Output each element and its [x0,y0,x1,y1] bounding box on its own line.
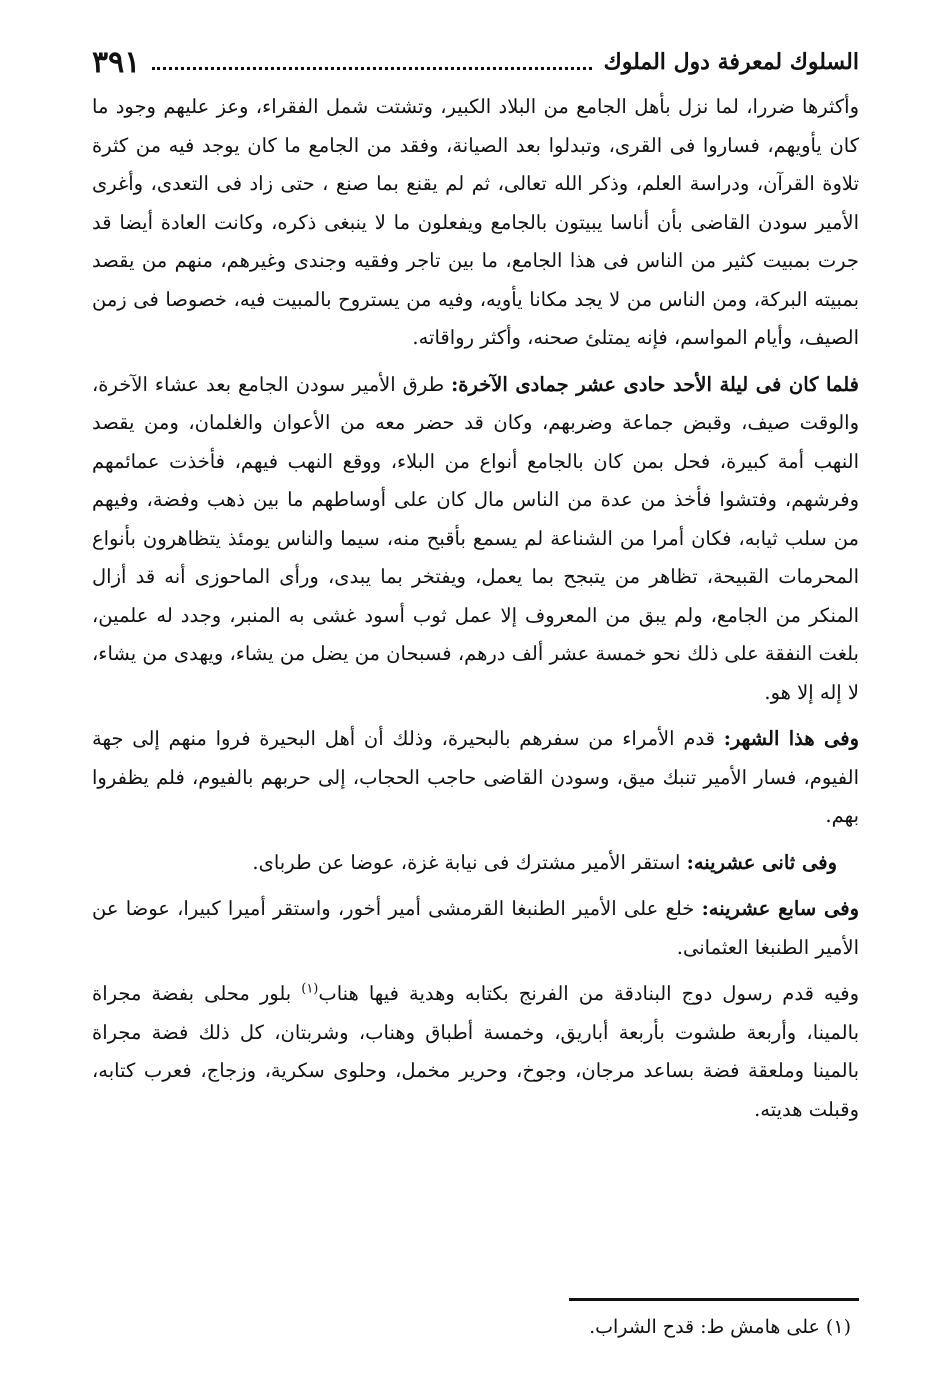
paragraph-lead: وفى هذا الشهر: [723,727,860,750]
paragraph-4 [92,844,859,883]
paragraph-text: وأكثرها ضررا، لما نزل بأهل الجامع من البلاد الكبير، وتشتت شمل الفقراء، وعز عليهم وجود ما كان يأويهم، فساروا فى القرى، وتبدلوا بعد الصيانة، وفقد من الجامع ما كان يوجد فيه من كثرة تلاوة القرآن، ودراسة العلم، وذكر الله تعالى، ثم لم يقنع بما صنع ، حتى زاد فى التعدى، وأغرى الأمير سودن القاضى بأن أناسا يبيتون بالجامع ويفعلون ما لا ينبغى ذكره، وكانت العادة أيضا قد جرت بمبيت كثير من الناس فى هذا الجامع، ما بين تاجر وفقيه وجندى وغيرهم، منهم من يقصد بمبيته البركة، ومن الناس من لا يجد مكانا يأويه، وفيه من يستروح بالمبيت فيه، خصوصا فى زمن الصيف، وأيام المواسم، فإنه يمتلئ صحنه، وأكثر رواقاته. [92,95,859,349]
paragraph-text: طرق الأمير سودن الجامع بعد عشاء الآخرة، والوقت صيف، وقبض جماعة وضربهم، وكان قد حضر معه من الأعوان والغلمان، ومن يقصد النهب أمة كبيرة، فحل بمن كان بالجامع أنواع من البلاء، ووقع النهب فيهم، فأخذت عمائمهم وفرشهم، وفتشوا فأخذ من عدة من الناس مال كان على أوساطهم ما بين ذهب وفضة، وفيهم من سلب ثيابه، فكان أمرا من الشناعة لم يسمع بأقبح منه، سيما والناس يومئذ يتظاهرون بأنواع المحرمات القبيحة، تظاهر من يتبجح بما يعمل، ويفتخر بما يبدى، ورأى الماحوزى أنه قد أزال المنكر من الجامع، ولم يبق من المعروف إلا عمل ثوب أسود غشى به المنبر، وجدد له علمين، بلغت النفقة على ذلك نحو خمسة عشر ألف درهم، فسبحان من يضل من يشاء، ويهدى من يشاء، لا إله إلا هو. [92,372,859,704]
paragraph-3 [92,720,859,836]
paragraph-6 [92,975,859,1129]
paragraph-text: خلع على الأمير الطنبغا القرمشى أمير أخور، واستقر أميرا كبيرا، عوضا عن الأمير الطنبغا العثمانى. [92,897,859,959]
running-title: السلوك لمعرفة دول الملوك [603,49,859,75]
footnote-reference-mark: (١) [301,981,319,997]
paragraph-text-before-note: وفيه قدم رسول دوج البنادقة من الفرنج بكتابه وهدية فيها هناب [318,982,859,1005]
page-body [92,88,859,1137]
paragraph-lead: فلما كان فى ليلة الأحد حادى عشر جمادى الآخرة: [451,372,859,396]
footnote-separator [569,1298,859,1301]
paragraph-lead: وفى ثانى عشرينه: [686,850,837,874]
paragraph-text: استقر الأمير مشترك فى نيابة غزة، عوضا عن طرباى. [252,850,681,874]
paragraph-lead: وفى سابع عشرينه: [701,897,860,920]
paragraph-5 [92,890,859,967]
header-leader-dots [152,55,591,70]
paragraph-2 [92,366,859,713]
paragraph-text: بلور محلى بفضة مجراة بالمينا، وأربعة طشوت بأربعة أباريق، وخمسة أطباق وهناب، وشربتان، كل ذلك فضة مجراة بالمينا وملعقة فضة بساعد مرجان، وجوخ، وحرير مخمل، وحلوى سكرية، وزجاج، فعرب كتابه، وقبلت هديته. [92,982,859,1121]
page-header [92,42,859,82]
footnote: (١) على هامش ط: قدح الشراب. [589,1316,851,1338]
paragraph-1 [92,88,859,358]
paragraph-text: قدم الأمراء من سفرهم بالبحيرة، وذلك أن أهل البحيرة فروا منهم إلى جهة الفيوم، فسار الأمير تنبك ميق، وسودن القاضى حاجب الحجاب، إلى حربهم بالفيوم، فلم يظفروا بهم. [92,727,859,827]
page-number: ٣٩١ [92,44,141,80]
